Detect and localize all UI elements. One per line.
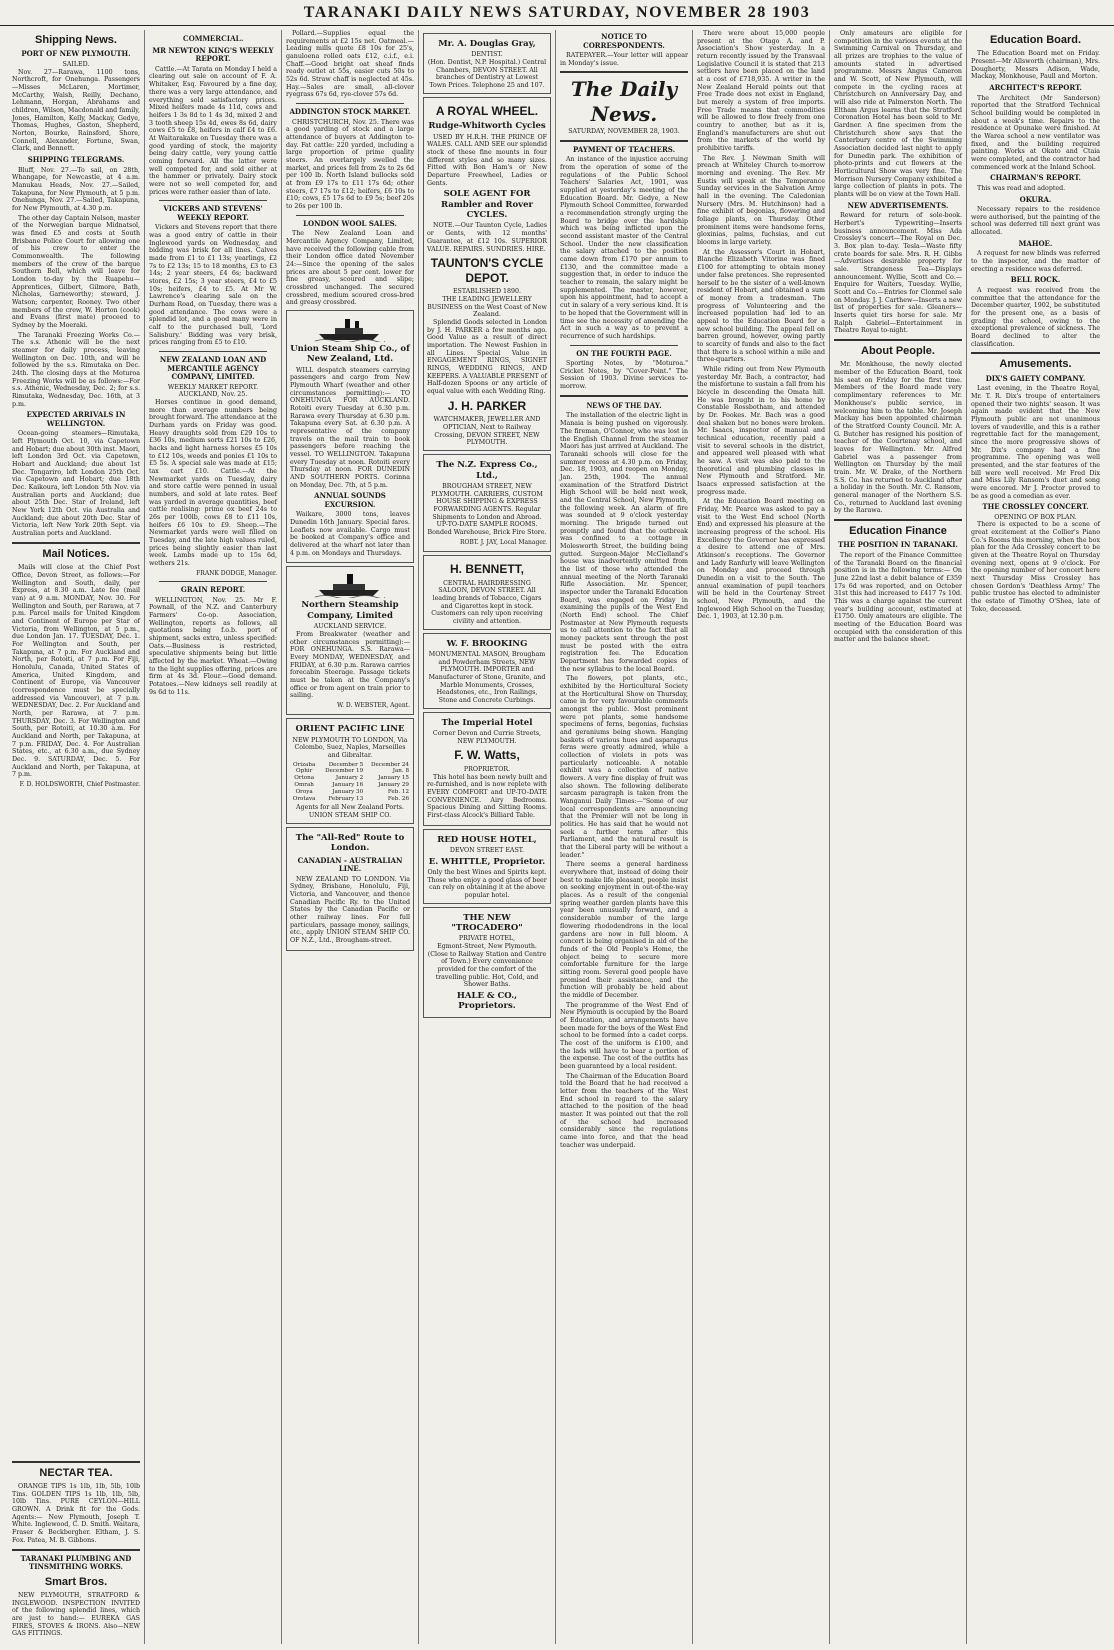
- canadian-text: NEW ZEALAND TO LONDON. Via Sydney, Brisbane, Honolulu, Fiji, Victoria, and Vancouver, and thence Canadian Pacific Ry. to the United States by the Canadian Pacific or other railway lines. For full particulars, passage money, sailings, etc., apply UNION STEAM SHIP CO. OF N.Z., Ltd., Brougham-street.: [290, 875, 410, 944]
- column-2: [145, 30, 282, 1644]
- table-cell: Orizaba: [293, 761, 316, 768]
- chairman-heading: CHAIRMAN'S REPORT.: [990, 173, 1081, 183]
- notice-text: RATEPAYER.—Your letter will appear in Monday's issue.: [560, 52, 688, 67]
- table-cell: December 19: [325, 768, 364, 775]
- chairman-report-text: This was read and adopted.: [977, 184, 1066, 192]
- crossley-sub: OPENING OF BOX PLAN.: [994, 513, 1077, 521]
- redhouse-ad: [423, 829, 551, 904]
- parker-heading: J. H. PARKER: [447, 398, 527, 413]
- about-people-heading: About People.: [861, 345, 935, 358]
- grain-heading: GRAIN REPORT.: [180, 585, 246, 595]
- fourth-page-heading: ON THE FOURTH PAGE.: [576, 348, 672, 358]
- canadian-heading: CANADIAN - AUSTRALIAN LINE.: [297, 855, 403, 874]
- auckland-dateline: AUCKLAND, Nov. 25.: [178, 391, 248, 399]
- redhouse-heading: RED HOUSE HOTEL,: [437, 834, 537, 845]
- column-7: [830, 30, 967, 1644]
- divider: [560, 140, 688, 142]
- telegrams-text: Bluff, Nov. 27.—To sail, on 28th, Whangape, for Newcastle, at 4 a.m. Manukau Heads, Nov. 27.—Sailed, Takapuna, for New Plymouth, at 5 p.m. Onehunga, Nov. 27.—Sailed, Takapuna, for New Plymouth, at 4.30 p.m.: [12, 166, 140, 212]
- masthead-title: TARANAKI DAILY NEWS SATURDAY, NOVEMBER 28 1903: [303, 3, 811, 21]
- news-cont-2: The Rev. J. Newman Smith will preach at Whiteley Church to-morrow morning and evening. The Rev. Mr Eustis will speak at the Temperance Sunday services in the Salvation Army hall in the evening. The Caledonian Nursery (Mrs. M. Hutchinson) had a fine exhibit of begonias, flowering and foliage plants, on Thursday. Other prominent items were handsome ferns, gloxinias, palms, fuchsias, and cut blooms in large variety.: [697, 154, 825, 247]
- divider: [971, 352, 1100, 354]
- watts-text: This hotel has been newly built and re-furnished, and is now replete with EVERY COMFORT and UP-TO-DATE CONVENIENCE. Airy Bedrooms. Spacious Dining and Sitting Rooms. First-class Alcock's Billiard Table.: [427, 773, 547, 819]
- divider: [570, 345, 678, 346]
- chairman-text: The Chairman of the Education Board told the Board that he had received a letter from the teachers of the West End school in regard to the salary attached to the position of the head master. It was pointed out that the roll of the school had increased considerably since the regulations came into force, and that the head teacher was underpaid.: [560, 1072, 688, 1149]
- addington-heading: ADDINGTON STOCK MARKET.: [289, 107, 411, 117]
- column-8: [967, 30, 1104, 1644]
- northern-signature: W. D. WEBSTER, Agent.: [336, 701, 410, 709]
- column-6: [693, 30, 830, 1644]
- table-row: [290, 782, 410, 789]
- table-row: [290, 789, 410, 796]
- dix-text: Last evening, in the Theatre Royal, Mr. T. R. Dix's troupe of entertainers opened their two nights' season. It was again made evident that the New Plymouth public are not unanimous lovers of vaudeville, and this is a rather regrettable fact for the management, since the more progressive shows of Mr. Dix's company had a fine programme. The opening was well presented, and the star features of the bill were well received. Mr Fred Dix and Miss Lily Ransom's duet and song were encored. Mr J. Proctor proved to be as good a comedian as ever.: [971, 385, 1100, 500]
- table-cell: Oroya: [295, 788, 313, 795]
- trocadero-text: Egmont-Street, New Plymouth. (Close to Railway Station and Centre of Town.) Every convenience provided for the comfort of the travelling public. Hot, Cold, and Shower Baths.: [427, 943, 547, 989]
- king-report-text: Cattle.—At Tarata on Monday I held a clearing out sale on account of F. A. Whitaker, Esq. Favoured by a fine day, there was a very large attendance, and everything sold satisfactory prices. Mixed heifers made 4s 11d, cows and heifers 1 3s 8d to 1 4s 3d, mixed 2 and 3 tooth sheep 15s 4d, ewes 8s 6d, dairy cows £5 to £8, heifers in calf £4 to £6. At Waitarakake on Tuesday there was a good yarding of stock, the majority being dairy cattle, very young cattle coming forward. All the latter were well competed for, and sold either at the hammer or privately. Dairy stock were not so well competed for, and prices were rather easier than of late.: [149, 65, 277, 196]
- news-of-day-text-2: The flowers, pot plants, etc., exhibited by the Horticultural Society at the Horticultural Show on Thursday, came in for very favourable comments amongst the public. Most prominent were pot plants, some handsome specimens of ferns, begonias, fuchsias and geraniums being shown. Hanging baskets of various hues and asparagus ferns were greatly admired, while a collection of violets in pots was particularly noticeable. A notable exhibit was a collection of native flowers. A very fine display of fruit was also shown. The following deliberate sarcasm paragraph is taken from the Wanganui Daily Times:—"Some of our local correspondents are announcing that the Premier will not be long in politics. He has said that he would not seek a further term after this Parliament, and the natural result is that the Liberal party will be without a leader.": [560, 675, 688, 859]
- orient-sailings-table: [290, 762, 410, 803]
- addington-text: CHRISTCHURCH, Nov. 25. There was a good yarding of stock and a large attendance of buyers at Addington to-day. Fat cattle: 220 yarded, including a large proportion of prime quality steers. An overlargely swelled the market, and prices fell from 2s to 2s 6d per 100 lb. North Island bullocks sold at from £9 17s to £11 17s 6d; other steers, £7 17s to £12; heifers, £6 10s to £10; cows, £5 17s 6d to £9 5s; beef 20s to 26s per 100 lb.: [286, 118, 414, 210]
- table-cell: Ophir: [296, 768, 313, 775]
- royal-heading: A ROYAL WHEEL.: [435, 103, 539, 118]
- mahoe-heading: MAHOE.: [1018, 238, 1053, 248]
- nzexpress-text: BROUGHAM STREET, NEW PLYMOUTH. CARRIERS, CUSTOM HOUSE SHIPPING & EXPRESS FORWARDING AGENTS. Regular Shipments to London and Abroad. UP-TO-DATE SAMPLE ROOMS. Bonded Warehouse, Brick Fire Store.: [427, 482, 547, 536]
- crossley-heading: THE CROSSLEY CONCERT.: [982, 502, 1089, 512]
- jeweller-heading: THE LEADING JEWELLERY BUSINESS on the West Coast of New Zealand.: [427, 296, 547, 319]
- king-report-heading: MR NEWTON KING'S WEEKLY REPORT.: [152, 45, 274, 64]
- column-4: [419, 30, 556, 1644]
- table-cell: Feb. 26: [387, 795, 409, 802]
- steamship-icon: [315, 572, 385, 598]
- dix-heading: DIX'S GAIETY COMPANY.: [985, 373, 1086, 383]
- divider: [560, 71, 688, 73]
- news-cont-5: At the Education Board meeting on Friday, Mr. Pearce was asked to pay a visit to the West End school (North End) and expressed his pleasure at the increasing progress of the school. His Excellency the Governor has expressed a desire to attend one of Mrs. Atkinson's receptions. The Governor and Lady Ranfurly will leave Wellington on Monday and proceed through Dunedin on a visit to the South. The annual examination of pupil teachers will be held in the Courtenay Street school, New Plymouth, and the Inglewood High School on the Tuesday, Dec. 1, 1903, at 12.30 p.m.: [697, 498, 825, 621]
- trocadero-sub: PRIVATE HOTEL,: [458, 935, 516, 943]
- divider: [834, 339, 962, 341]
- telegrams-heading: SHIPPING TELEGRAMS.: [27, 155, 125, 164]
- allred-heading: The "All-Red" Route to London.: [295, 832, 405, 854]
- column-5: [556, 30, 693, 1644]
- column-1: [8, 30, 145, 1644]
- shipping-body-2: The Taranaki Freezing Works Co.—The s.s. Athenic will be the next steamer for daily process, leaving Wellington on Dec. 10th, and will be followed by the s.s. Rimutaka on Dec. 24th. The closing days at the Moturoa Freezing Works will be as follows:—For s.s. Athenic, Wednesday, Dec. 2; for s.s. Rimutaka, Wednesday, Dec. 16th, at 3 p.m.: [12, 331, 140, 408]
- grain-text: WELLINGTON, Nov. 25. Mr F. Pownall, of the N.Z. and Canterbury Farmers' Co-op. Association, Wellington, reports as follows, all quotations being f.o.b. port of shipment, sacks extra, unless specified: Oats.—Business is restricted, speculative shipments being but little affected by the market. Wheat.—Owing to the light supplies offering, prices are firm at 4s 3d. Flour.—Good demand. Potatoes.—New kidneys sell readily at 9s 6d to 11s.: [149, 596, 277, 696]
- shipping-body-1: The other day Captain Nelson, master of the Norwegian barque Midnatsol, was fined £5 and costs at South Brisbane Police Court for allowing one of his crew to enter the Commonwealth. The following members of the crew of the barque Southern Bell, which will leave for London to-day by the Ruapehu—Apprentices, Gilbert, Gilmore, Bath, Nicholas, Garneworthy; steward, J. Watson; carpenter, Rooney. Two other members of the crew, W. Horton (cook) and Evans (first mate) proceed to Sydney by the Moeraki.: [12, 214, 140, 329]
- union-steam-ad: [286, 310, 414, 564]
- new-ads-heading: NEW ADVERTISEMENTS.: [847, 200, 949, 210]
- news-cont-3: At the Assessor's Court in Hobart, Blanche Elizabeth Vitorine was fined £100 for attempting to obtain money under false pretences. She represented herself to be the sister of a well-known resident of Hobart, and obtained a sum of money from a tradesman. The progress of Volunteering and the increased population had led to an appeal to the Education Board for a new school building. The appeal fell on barren ground, however, owing partly to scarcity of funds and also to the fact that there is a school within a mile and three-quarters.: [697, 248, 825, 364]
- table-cell: January 15: [378, 775, 409, 782]
- divider: [159, 351, 267, 352]
- table-cell: Ortona: [294, 775, 315, 782]
- northern-service: AUCKLAND SERVICE.: [313, 623, 387, 631]
- loan-signature: FRANK DODGE, Manager.: [196, 569, 277, 577]
- mail-signature: F. D. HOLDSWORTH, Chief Postmaster.: [19, 781, 140, 789]
- brooking-heading: W. F. BROOKING: [446, 638, 528, 649]
- table-row: [290, 775, 410, 782]
- weekly-heading: WEEKLY MARKET REPORT.: [167, 383, 259, 391]
- news-cont-4: While riding out from New Plymouth yesterday Mr. Bach, a contractor, had the misfortune to sustain a fall from his bicycle in descending the Omata hill. He was brought in to his home by Constable Rossbotham, and attended by Dr. Fookes. Mr. Bach was a good deal shaken but no bones were broken. Mr. Isaacs, inspector of manual and technical education, recently paid a visit to several schools in the district, and appeared well pleased with what he saw. A visit was also paid to the theoretical and plumbing classes in New Plymouth and Stratford. Mr. Isaacs expressed satisfaction at the progress made.: [697, 365, 825, 496]
- gray-ad: [423, 33, 551, 94]
- excursion-text: Waikare, 3000 tons, leaves Dunedin 16th January. Special fares. Leaflets now available. Cargo must be booked at Company's office and delivered at the wharf not later than 4 p.m. on Mondays and Thursdays.: [290, 511, 410, 557]
- divider: [159, 200, 267, 201]
- table-cell: Feb. 12: [387, 788, 409, 795]
- nzexpress-signature: ROBT. J. JAY, Local Manager.: [459, 538, 547, 546]
- architect-text: The Architect (Mr Sanderson) reported that the Stratford Technical School building would be completed in about a week's time. Repairs to the residence at Opunake were finished. At the Warea school a new ventilator was fixed, and the building required painting. Works at Okato and Ctaia were completed, and the contractor had commenced work at the Inland School.: [971, 94, 1100, 171]
- crossley-text: There is expected to be a scene of great excitement at the Collier's Piano Co.'s Rooms this morning, when the box plan for the Ada Crossley concert to be given at the Theatre Royal on Thursday evening next, opens at 9 o'clock. For the opening number of her concert here next Thursday Miss Crossley has chosen Gordon's 'Deathless Army.' The public trustee has elected to administer the estate of Timothy O'Shea, late of Toko, deceased.: [971, 521, 1100, 613]
- divider: [12, 542, 140, 544]
- expected-text: Ocean-going steamers—Rimutaka, left Plymouth Oct. 10, via Capetown and Hobart; due about 30th inst. Maori, left London 3rd Oct. via Capetown, Hobart and Auckland; due about 1st Dec. Tongariro, left London 25th Oct. via Capetown and Hobart; due 18th Dec. Kaikoura, left London 5th Nov. via Australian ports and Auckland; due about 25th Dec. Star of Ireland, left New York 12th Oct. via Australia and Auckland; due about 20th Dec. Star of Victoria, left New York 20th Sept. via Australian ports and Auckland.: [12, 430, 141, 538]
- table-cell: January 16: [332, 782, 364, 789]
- table-cell: Jan. 8: [392, 768, 409, 775]
- imperial-sub: Corner Devon and Currie Streets, NEW PLYMOUTH.: [432, 729, 542, 745]
- imperial-heading: The Imperial Hotel: [441, 717, 533, 728]
- column-3: [282, 30, 419, 1644]
- nectar-text: ORANGE TIPS 1s 1lb, 1lb, 5lb, 10lb Tins. GOLDEN TIPS 1s 1lb, 1lb, 5lb, 10lb Tins. PURE CEYLON—HILL GROWN. A Drink fit for the Gods. Agents:— New Plymouth, Joseph T. White. Inglewood, C. D. Smith. Waitara, Fraser & Beckbergher. Eltham, J. S. Fox. Patea, M. B. Gibbons.: [12, 1483, 140, 1544]
- trocadero-ad: [423, 907, 551, 1018]
- mahoe-text: A request for new blinds was referred to the inspector, and the matter of erecting a residence was deferred.: [971, 250, 1100, 273]
- smart-bros-text: NEW PLYMOUTH, STRATFORD & INGLEWOOD. INSPECTION INVITED of the following splendid lines, which are just to hand:— EUREKA GAS FIRES, STOVES & IRONS. Also—NEW GAS FITTINGS.: [12, 1591, 140, 1638]
- bennett-ad: [423, 555, 551, 630]
- whittle-text: Only the best Wines and Spirits kept. Those who enjoy a good glass of beer can rely on obtaining it at the above popular hotel.: [427, 869, 547, 900]
- news-cont-6: Only amateurs are eligible for competition in the various events at the Swimming Carnival on Thursday, and all prizes are trophies to the value of amounts stated in advertised programme. Messrs Angus Cameron and W. Scott, of New Plymouth, will compete in the cycling races at Christchurch on Anniversary Day, and will also ride at Palmerston North. The Eltham Argus learns that the Stratford Coronation Hotel has been sold to Mr. Gardner. A fine specimen from the Christchurch show says that the Canterbury centre of the Swimming Association decided last night to apply for Dunedin park. The exhibition of photo-prints and cut flowers at the Horticultural Show was very fine. The Morrison Nursery Company exhibited a large collection of plants in pots. The plants will be on view at the Town Hall.: [834, 30, 962, 199]
- brooking-ad: [423, 633, 551, 709]
- orient-text: NEW PLYMOUTH TO LONDON, Via Colombo, Suez, Naples, Marseilles and Gibraltar.: [292, 736, 408, 759]
- table-row: [290, 796, 410, 803]
- whittle-heading: E. WHITTLE, Proprietor.: [428, 856, 546, 867]
- divider: [560, 395, 688, 397]
- established: ESTABLISHED 1890.: [452, 288, 522, 296]
- bell-rock-heading: BELL ROCK.: [1010, 275, 1061, 285]
- northern-steam-heading: Northern Steamship Company, Limited: [301, 600, 399, 621]
- finance-heading: Education Finance: [849, 524, 947, 537]
- divider: [296, 103, 404, 104]
- table-cell: January 2: [335, 775, 364, 782]
- bennett-heading: H. BENNETT,: [449, 561, 524, 576]
- finance-sub: THE POSITION IN TARANAKI.: [838, 540, 958, 550]
- bennett-text: CENTRAL HAIRDRESSING SALOON, DEVON STREET. All leading brands of Tobacco, Cigars and Cigarettes kept in stock. Customers can rely upon receiving civility and attention.: [431, 579, 543, 625]
- orient-ad: [286, 718, 414, 824]
- expected-heading: EXPECTED ARRIVALS IN WELLINGTON.: [26, 410, 126, 428]
- watts-sub: PROPRIETOR.: [463, 765, 511, 773]
- union-steam-text: WILL despatch steamers carrying passengers and cargo from New Plymouth Wharf (weather and other circumstances permitting):— TO ONEHUNGA FOR AUCKLAND. Rotoiti every Tuesday at 6.30 p.m. Rarawa every Thursday at 6.30 p.m. Takapuna every Sat. at 6.30 p.m. A representative of the company travels on the mail train to book passengers before reaching the vessel. TO WELLINGTON. Takapuna every Tuesday at noon. Rotoiti every Thursday at noon. FOR DUNEDIN AND SOUTHERN PORTS. Corinna on Monday, Dec. 7th, at 5 p.m.: [290, 366, 410, 489]
- imperial-ad: [423, 712, 551, 826]
- table-cell: Orotava: [292, 795, 316, 802]
- okura-heading: OKURA.: [1019, 194, 1052, 204]
- news-cont-1: There were about 15,000 people present at the Otago A. and P. Association's Show yesterday. In a return recently issued by the Transvaal Legislative Council it is stated that 213 settlers have been placed on the land at a cost of £718,935. A writer in the New Zealand Herald points out that Free Trade does not exist in England, but merely a system of free imports. Free Trade means that commodities will be allowed to flow freely from one country to another, but as it is, England's manufacturers are shut out from the markets of the world by prohibitive tariffs.: [697, 30, 825, 153]
- table-row: [290, 762, 410, 769]
- paper-title: The Daily News.: [570, 77, 678, 126]
- divider: [296, 215, 404, 216]
- amusements-heading: Amusements.: [999, 358, 1072, 371]
- sole-agent: SOLE AGENT FOR Rambler and Rover CYCLES.: [441, 189, 533, 221]
- nzexpress-ad: [423, 454, 551, 552]
- hale-heading: HALE & CO., Proprietors.: [456, 991, 518, 1012]
- gray-sub: DENTIST.: [471, 51, 503, 59]
- northern-text: From Breakwater (weather and other circumstances permitting):— FOR ONEHUNGA. S.S. Rarawa— Every MONDAY, WEDNESDAY, and FRIDAY, at 6.30 p.m. Rarawa carries forecabin Steerage. Passage tickets must be taken at the Company's office or from agent on train prior to sailing.: [290, 630, 410, 700]
- payment-text: An instance of the injustice accruing from the operation of some of the regulations of the Public School Teachers' Salaries Act, 1901, was supplied at yesterday's meeting of the Education Board. Mr. Gedye, a New Plymouth School Committee, forwarded a recommendation strongly urging the Board to bridge over the hardship which was being inflicted upon the second assistant master of the Central School. Under the new classification the salary attached to the position came down from £170 per annum to £130, and the committee made a suggestion that, in order to induce the teacher to remain, the salary might be supplemented. The master, however, upon his appointment, had to accept a cut in salary of a very serious kind. It is to be hoped that the Government will in time see the necessity of amending the Act in such a way as to prevent a recurrence of such hardships.: [560, 156, 688, 340]
- gray-text: (Hon. Dentist, N.P. Hospital.) Central Chambers, DEVON STREET. All branches of Dentistry at Lowest Town Prices. Telephone 25 and 107.: [427, 59, 547, 90]
- wool-heading: LONDON WOOL SALES.: [303, 218, 397, 228]
- finance-text: The report of the Finance Committee of the Taranaki Board on the financial position is in the following terms:— On June 22nd last a debit balance of £359 17s 6d was reported, and on October 31st this had increased to £417 7s 10d. This was a charge against the current year's building account, estimated at £1750. Only amateurs are eligible. The meeting of the Education Board was occupied with the consideration of this matter and the balance sheet.: [834, 551, 962, 644]
- parker-sub: WATCHMAKER, JEWELLER AND OPTICIAN, Next to Railway Crossing, DEVON STREET, NEW PLYMOUTH.: [433, 416, 541, 447]
- education-board-text: The Education Board met on Friday. Present—Mr Allsworth (chairman), Mrs. Dougherty, Messrs Adison, Wade, Mackay, Monkhouse, Paull and Morton.: [971, 50, 1100, 81]
- shipping-heading: Shipping News.: [35, 34, 117, 46]
- union-steam-heading: Union Steam Ship Co., of New Zealand, Ltd.: [290, 343, 410, 365]
- nzexpress-heading: The N.Z. Express Co., Ltd.,: [436, 460, 538, 481]
- notice-heading: NOTICE TO CORRESPONDENTS.: [583, 32, 665, 50]
- sole-text: NOTE.—Our Taunton Cycle, Ladies or Gents, with 12 months' Guarantee, at £12 10s. SUPERIOR VALUE. REPAIRS. SUNDRIES. HIRE.: [427, 222, 547, 253]
- brooking-text: MONUMENTAL MASON, Brougham and Powderham Streets, NEW PLYMOUTH. IMPORTER and Manufacturer of Stone, Granite, and Marble Monuments, Crosses, Headstones, etc., Iron Railings, Stone and Concrete Curbings.: [428, 650, 546, 704]
- rudge-ad: [423, 97, 551, 451]
- vickers-heading: VICKERS AND STEVENS' WEEKLY REPORT.: [163, 204, 263, 222]
- excursion-heading: ANNUAL SOUNDS EXCURSION.: [314, 491, 386, 509]
- mail-text: Mails will close at the Chief Post Office, Devon Street, as follows:—For Wellington and South, daily, per Express, at 8.30 a.m. Late fee (mail van) at 9 a.m. MONDAY, Nov. 30. For Wellington and South, per Rarawa, at 7 p.m. Parcel mails for United Kingdom and Continent of Europe per Star of Victoria, from Wellington, at 5 p.m., due London Jan. 17. TUESDAY, Dec. 1. For Wellington and South, per Takapuna, at 7 p.m. For Auckland and North, per Rotoiti, at 7 p.m. For Fiji, Honolulu, Canada, United States of America, United Kingdom, and Continent of Europe, via Vancouver (correspondence must be specially addressed via Vancouver), at 7 p.m. WEDNESDAY, Dec. 2. For Auckland and North, per Rarawa, at 7 p.m. THURSDAY, Dec. 3. For Wellington and South, per Rotoiti, at 10.30 a.m. For Auckland and North, per Takapuna, at 7 p.m. FRIDAY, Dec. 4. For Australian States, etc., at 6.30 a.m., due Sydney Dec. 9. SATURDAY, Dec. 5. For Auckland and North, per Takapuna, at 7 p.m.: [12, 564, 141, 779]
- payment-heading: PAYMENT OF TEACHERS.: [572, 144, 676, 154]
- news-of-day-text-4: The programme of the West End of New Plymouth is occupied by the Board of Education, and arrangements have been made for the boys of the West End school to be formed into a cadet corps. The cost of the uniform is £100, and the lads will have to bear a portion of the expense. The cost of the outfits has been guaranteed by a local resident.: [560, 1001, 688, 1070]
- divider: [834, 519, 962, 521]
- taunton-heading: TAUNTON'S CYCLE DEPOT.: [430, 256, 544, 285]
- mail-heading: Mail Notices.: [42, 547, 110, 560]
- vickers-text: Vickers and Stevens report that there was a good entry of cattle in their Inglewood yards on Wednesday, and bidding was brisk for all lines. Calves made from £1 to £1 13s; yearlings, £2 7s to £2 13s; 15 to 18 months, £3 to £3 14s; 2 year steers, £4 6s; backward stores, £2 15s; 3 year steers, £4 to £5 10s; heifers, £4 to £5. At Mr W. Lawrence's clearing sale on the Durham Road, on Tuesday, there was a good attendance. The cows were a splendid lot, and a good many were in calf to the purchased bull, 'Lord Salisbury.' Bidding was very brisk, prices ranging from £5 to £10.: [149, 224, 277, 347]
- okura-text: Necessary repairs to the residence were authorised, but the painting of the school was deferred till next grant was allocated.: [971, 206, 1100, 237]
- paper-date: SATURDAY, NOVEMBER 28, 1903.: [568, 128, 680, 136]
- wool-text: The New Zealand Loan and Mercantile Agency Company, Limited, have received the following cable from their London office dated November 24:—Since the opening of the sales prices are about 5 per cent. lower for fine greasy, scoured and slipe; crossbred unchanged. The secured crossbred, medium scoured cross-bred and greasy crossbred.: [286, 230, 414, 307]
- bell-rock-text: A request was received from the committee that the attendance for the December quarter, 1902, be substituted for the present one, as a basis of grading the school, owing to the exceptional prevalence of sickness. The Board declined to alter the classification.: [971, 286, 1100, 348]
- trocadero-heading: THE NEW "TROCADERO": [451, 912, 523, 934]
- new-ads-text: Reward for return of sole-book. Herbert's Typewriting—Inserts business announcement. Miss Ada Crossley's concert—The Royal on Dec. 3. Box plan to-day. Tesla—Waste fifty crate boards for sale. Mrs. R. H. Gibbs—Advertises desirable property for sale. Strangeness Tea—Displays announcement. Wyllie, Scott and Co.—Enquire for Waiters, Tuesday. Wyllie, Scott and Co.—Entries for Clonmel sale on Monday. J. J. Carthew—Inserts a new list of properties for sale. Gleaners—Inserts quiet tirs horse for sale. Mr Ralph Gabriel—Entertainment in Theatre Royal to-night.: [834, 212, 962, 335]
- rudge-heading: Rudge-Whitworth Cycles: [428, 121, 546, 132]
- auckland-text: Horses continue in good demand, more than average numbers being brought forward. The attendance at the Durham yards on Friday was good. Heavy draughts sold from £29 10s to £36 10s, medium sorts £21 10s to £26, hacks and light harness horses £5 10s to £12 10s, weeds and ponies £1 10s to £5 5s. A special sale was made at £15; tax cart £10. Cattle.—At the Newmarket yards on Tuesday, dairy and store cattle were penned in usual numbers, and sold at late rates. Beef was yarded in average quantities, beef cattle realising: prime ox beef 24s to 26s per 100lb, cows £8 to £11 10s, heifers £6 10s to £9. Sheep.—The Newmarket yards were well filled on Tuesday, and the late high values ruled, prices being slightly easier than last week. Lambs made up to 15s 6d, wethers 21s.: [149, 398, 277, 568]
- news-of-day-text-3: There seems a general hardiness everywhere that, instead of doing their best to make life pleasant, people insist on seeking enjoyment in out-of-the-way places. As a result of the congenial spring weather garden plants have this year been unusually forward, and a considerable number of the large flowering rhododendrons in the local gardens are now in full bloom. A concert is being organised in aid of the funds of the Old People's Home, the object being to secure more comfortable furniture for the large sitting room. Several good people have promised their assistance, and the function will probably be held about the middle of December.: [560, 861, 688, 999]
- nectar-heading: NECTAR TEA.: [39, 1466, 113, 1479]
- table-cell: December 24: [370, 761, 409, 768]
- orient-heading: ORIENT PACIFIC LINE: [295, 724, 405, 735]
- orient-foot: Agents for all New Zealand Ports. UNION STEAM SHIP CO.: [296, 804, 404, 820]
- northern-steam-ad: [286, 566, 414, 715]
- redhouse-sub: DEVON STREET EAST.: [449, 846, 525, 854]
- divider: [12, 1549, 140, 1551]
- allred-ad: [286, 827, 414, 951]
- table-row: [290, 768, 410, 775]
- table-cell: January 29: [378, 782, 409, 789]
- port-heading: PORT OF NEW PLYMOUTH.: [21, 49, 131, 59]
- table-cell: February 13: [328, 795, 364, 802]
- watts-heading: F. W. Watts,: [454, 748, 520, 763]
- divider: [159, 581, 267, 582]
- sailed-label: SAILED.: [62, 60, 90, 68]
- nz-loan-heading: NEW ZEALAND LOAN AND MERCANTILE AGENCY COMPANY, LIMITED.: [159, 355, 267, 382]
- smart-bros-heading: Smart Bros.: [44, 1575, 108, 1588]
- steamship-icon: [315, 316, 385, 342]
- gray-heading: Mr. A. Douglas Gray,: [438, 39, 536, 49]
- table-cell: January 30: [332, 788, 364, 795]
- divider: [12, 1461, 140, 1463]
- table-cell: December 5: [328, 761, 364, 768]
- architect-heading: ARCHITECT'S REPORT.: [989, 83, 1082, 93]
- sailed-text: Nov. 27—Rarawa, 1100 tons, Northcroft, for Onehunga. Passengers—Misses McLaren, Mortimer, McCarthy, Walsh, Reilly, Dechano, Lehmann, Horgan, Abrahams and children, Wilson, Macdonald and family, Jones, Hamilton, Kelly, Mackay, Gedye, Thomas, Hughes, Gaston, Shepherd, Norton, Bourke, Rainsford, Shore, Connell, Alexander, Fortune, Swan, Clark, and Bennett.: [12, 68, 140, 153]
- newspaper-columns: [8, 30, 1106, 1644]
- news-of-day-text: The installation of the electric light in Manaia is being pushed on vigorously. The fireman, O'Connor, who was lost in the English Channel from the steamer Maori has just arrived at Auckland. The Taranaki schools will close for the summer recess at 4.30 p.m. on Friday, Dec. 18, 1903, and reopen on Monday, Jan. 25th, 1904. The annual examination of the Stratford District High School will be held next week, and the Central School, New Plymouth, the following week. An alarm of fire was sounded at 9 o'clock yesterday morning. The brigade turned out promptly and found that the outbreak was confined to a cottage in Molesworth Street, the building being gutted. Surgeon-Major McClelland's house was inadvertently omitted from the list of those who attended the annual meeting of the North Taranaki Rifle Association. Mr. Spencer, inspector under the Taranaki Education Board, was engaged on Friday in examining the pupils of the West End (North End) school. The Chief Postmaster at New Plymouth requests us to call attention to the fact that all money packets sent through the post must be posted with the extra registration fee. The Education Department has forwarded copies of the new syllabus to the local Board.: [560, 412, 688, 673]
- masthead: [0, 0, 1114, 26]
- fourth-page-text: Sporting Notes, by "Moturoa." Cricket Notes, by "Cover-Point." The Session of 1903. Divine services to-morrow.: [560, 360, 688, 391]
- commercial-heading: COMMERCIAL.: [182, 34, 244, 43]
- table-cell: Omrah: [294, 782, 314, 789]
- rudge-text: USED BY H.R.H. THE PRINCE OF WALES. CALL AND SEE our splendid stock of these fine mounts in four different styles and so many sizes. Fitted with Bon Ham's or New Departure Freewheel, Ladies or Gents.: [427, 133, 547, 187]
- about-people-text: Mr. Monkhouse, the newly elected member of the Education Board, took his seat on Friday for the first time. Members of the Board made very complimentary references to Mr. Monkhouse's public service, in welcoming him to the table. Mr. Joseph Mackay has been appointed chairman of the Stratford County Council. Mr. A. G. Butcher has resigned his position of teacher of the Courtenay school, and leaves for Wellington. Mr. Alfred Gabriel was a passenger from Wellington on Thursday by the mail train. Mr. W. Drake, of the Northern S.S. Co. has returned to Auckland after a holiday in the South. Mr. C. Ransom, general manager of the Northern S.S. Co., returned to Auckland last evening by the Rarawa.: [834, 361, 962, 515]
- education-board-heading: Education Board.: [989, 34, 1082, 46]
- plumbing-heading: TARANAKI PLUMBING AND TINSMITHING WORKS.: [20, 1553, 132, 1572]
- jeweller-text: Splendid Goods selected in London by J. H. PARKER a few months ago. Good Value as a result of direct importation. The Newest Fashion in all Lines. Special Value in ENGAGEMENT RINGS, SIGNET RINGS, WEDDING RINGS, AND KEEPERS. A VALUABLE PRESENT of Half-dozen Spoons or any article of equal value with each Wedding Ring.: [427, 319, 548, 396]
- grain-continued: Pollard.—Supplies equal the requirements at £2 15s net. Oatmeal.—Leading mills quote £8 10s for 25's, ganuloena rolled oats £12, c.i.f., e.i. Chaff.—Good bright oat sheaf finds ready outlet at 55s, easier cuts 50s to 52s 6d. Straw chaff is neglected at 45s. Hay.—Sales are small, all-clover ryegrass 67s 6d, rye-clover 57s 6d.: [286, 30, 414, 99]
- column-1-ads: [12, 1457, 140, 1640]
- news-of-day-heading: NEWS OF THE DAY.: [586, 400, 662, 410]
